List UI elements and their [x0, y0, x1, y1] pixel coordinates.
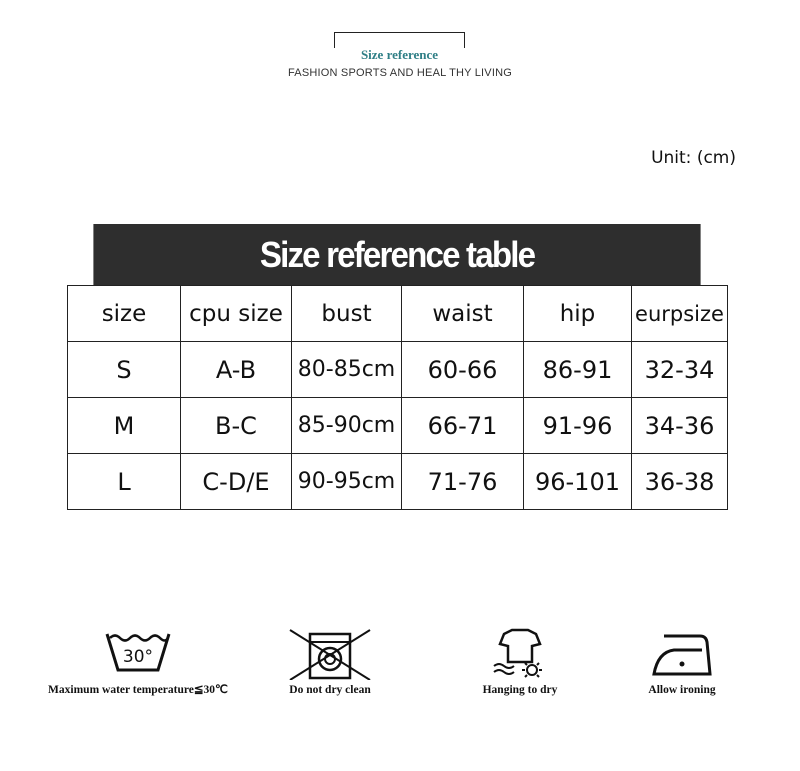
care-label: Do not dry clean	[289, 684, 371, 696]
wash-temp-label: 30°	[122, 647, 154, 667]
care-label: Allow ironing	[648, 684, 716, 696]
table-header-row	[68, 286, 728, 342]
care-label: Hanging to dry	[482, 684, 558, 696]
size-table	[67, 224, 727, 510]
table-cell: 80-85cm	[292, 342, 402, 398]
size-grid	[67, 285, 728, 510]
care-item-wash	[38, 628, 238, 696]
table-row	[68, 398, 728, 454]
care-item-iron	[622, 628, 742, 696]
column-header: cpu size	[181, 286, 292, 342]
table-cell: 90-95cm	[292, 454, 402, 510]
table-cell: 34-36	[632, 398, 728, 454]
table-cell: L	[68, 454, 181, 510]
column-header: size	[68, 286, 181, 342]
wash-30-icon	[104, 628, 172, 672]
table-cell: 86-91	[524, 342, 632, 398]
table-title: Size reference table	[93, 224, 700, 285]
column-header: hip	[524, 286, 632, 342]
iron-icon	[650, 628, 714, 678]
table-cell: S	[68, 342, 181, 398]
table-cell: 32-34	[632, 342, 728, 398]
table-cell: M	[68, 398, 181, 454]
table-row	[68, 342, 728, 398]
care-item-hang-dry	[460, 628, 580, 696]
no-dry-clean-icon	[288, 628, 372, 680]
care-item-no-dry-clean	[270, 628, 390, 696]
table-cell: 71-76	[402, 454, 524, 510]
table-cell: 36-38	[632, 454, 728, 510]
table-cell: 85-90cm	[292, 398, 402, 454]
hang-dry-icon	[490, 628, 550, 678]
table-cell: 91-96	[524, 398, 632, 454]
column-header: eurpsize	[632, 286, 728, 342]
table-cell: 66-71	[402, 398, 524, 454]
table-cell: 96-101	[524, 454, 632, 510]
header-subtitle: FASHION SPORTS AND HEAL THY LIVING	[287, 67, 512, 79]
care-label: Maximum water temperature≦30℃	[48, 684, 228, 696]
table-cell: B-C	[181, 398, 292, 454]
column-header: bust	[292, 286, 402, 342]
unit-label: Unit: (cm)	[651, 148, 736, 168]
column-header: waist	[402, 286, 524, 342]
table-cell: A-B	[181, 342, 292, 398]
table-cell: C-D/E	[181, 454, 292, 510]
header-title: Size reference	[334, 48, 465, 62]
table-row	[68, 454, 728, 510]
table-cell: 60-66	[402, 342, 524, 398]
